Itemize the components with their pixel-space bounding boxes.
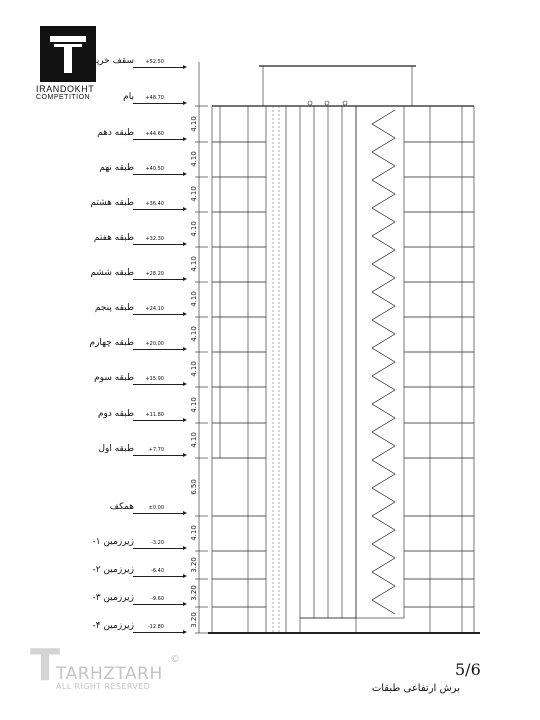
dimension-label: 4.10 — [190, 151, 198, 167]
dimension-label: 4.10 — [190, 326, 198, 342]
dimension-label: 4.10 — [190, 525, 198, 541]
stair-zigzag — [372, 110, 395, 614]
dimension-label: 3.20 — [190, 557, 198, 573]
level-elevation: +7.70 — [148, 447, 164, 453]
dimension-label: 4.10 — [190, 256, 198, 272]
level-name: زیرزمین ۴- — [92, 621, 134, 631]
level-elevation: -3.20 — [151, 540, 164, 546]
watermark-rights: ALL RIGHT RESERVED — [56, 682, 151, 691]
level-elevation: +11.80 — [145, 412, 164, 418]
dimension-label: 3.20 — [190, 612, 198, 628]
level-name: طبقه چهارم — [89, 338, 134, 348]
level-name: زیرزمین ۲- — [92, 565, 134, 575]
level-elevation: +52.50 — [145, 59, 164, 65]
brand-subtitle: COMPETITION — [36, 94, 91, 101]
dimension-label: 3.20 — [190, 585, 198, 601]
dimension-label: 4.10 — [190, 432, 198, 448]
stair-treads — [273, 106, 279, 633]
level-elevation: +24.10 — [145, 306, 164, 312]
floor-slabs — [212, 142, 474, 607]
level-name: طبقه سوم — [94, 373, 134, 383]
dimension-label: 4.10 — [190, 361, 198, 377]
level-name: بام — [123, 92, 134, 102]
level-name: زیرزمین ۳- — [92, 593, 134, 603]
elevator-pit — [300, 618, 356, 633]
level-elevation: +48.70 — [145, 95, 164, 101]
level-name: طبقه اول — [98, 444, 134, 454]
watermark — [30, 640, 190, 694]
elevator-machine-icon — [308, 101, 312, 105]
dimension-label: 6.50 — [190, 479, 198, 495]
level-elevation: +28.20 — [145, 271, 164, 277]
level-name: طبقه پنجم — [94, 303, 134, 313]
level-elevation: -6.40 — [151, 568, 164, 574]
dimension-label: 4.10 — [190, 397, 198, 413]
level-elevation: -12.80 — [147, 624, 164, 630]
level-elevation: +36.40 — [145, 201, 164, 207]
elevator-machine-icon — [343, 101, 347, 105]
level-elevation: ±0.00 — [148, 505, 164, 511]
page-number: 5/6 — [455, 660, 481, 679]
level-elevation: +15.90 — [145, 376, 164, 382]
dimension-label: 4.10 — [190, 116, 198, 132]
level-name: طبقه ششم — [90, 268, 134, 278]
dimension-chain — [195, 62, 208, 633]
level-name: همکف — [109, 502, 134, 512]
level-name: طبقه دوم — [97, 409, 134, 419]
elevator-machine-icon — [325, 101, 329, 105]
level-name: زیرزمین ۱- — [92, 537, 134, 547]
level-name: سقف خرپشته — [81, 56, 134, 66]
level-name: طبقه نهم — [99, 163, 134, 173]
tarhztarh-logo-icon: T — [30, 640, 61, 691]
registered-mark: © — [170, 654, 180, 665]
stair-core-right — [356, 106, 404, 618]
wall-lines — [220, 106, 462, 633]
level-name: طبقه هفتم — [93, 233, 134, 243]
level-elevation: +44.60 — [145, 131, 164, 137]
level-elevation: +32.30 — [145, 236, 164, 242]
brand-name: IRANDOKHT — [36, 84, 95, 94]
stair-core-left — [266, 106, 286, 633]
stair-flight-line — [372, 110, 395, 614]
level-elevation: +20.00 — [145, 341, 164, 347]
level-name: طبقه هشتم — [90, 198, 134, 208]
watermark-name: TARHZTARH — [56, 664, 163, 684]
building-section — [208, 66, 480, 633]
dimension-label: 4.10 — [190, 221, 198, 237]
dimension-label: 4.10 — [190, 186, 198, 202]
penthouse-block — [263, 66, 412, 106]
level-name: طبقه دهم — [97, 128, 134, 138]
elevator-machine-icons — [308, 101, 347, 105]
sheet-title: برش ارتفاعی طبقات — [371, 683, 460, 694]
level-elevation: +40.50 — [145, 166, 164, 172]
level-elevation: -9.60 — [151, 596, 164, 602]
dimension-label: 4.10 — [190, 291, 198, 307]
